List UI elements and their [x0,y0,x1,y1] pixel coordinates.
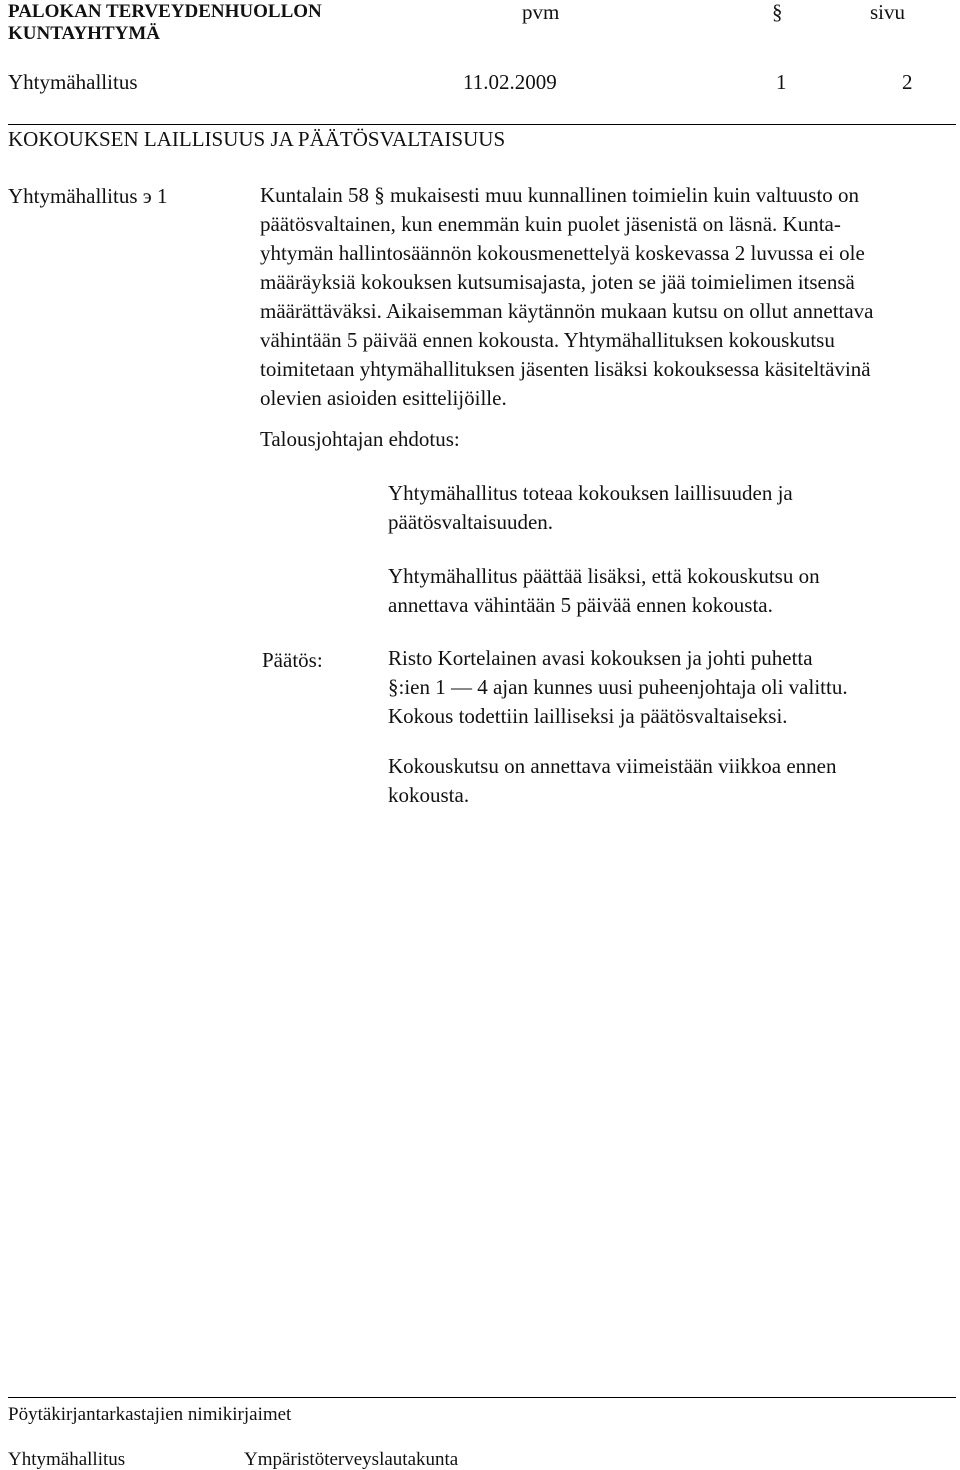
decision-line: kokousta. [388,783,470,807]
section-mark-header: § [772,0,783,24]
item-body-text [260,181,874,413]
footer-body-1: Yhtymähallitus [8,1449,126,1470]
decision-line: §:ien 1 — 4 ajan kunnes uusi puheenjohtaja oli valittu. [388,675,848,699]
proposal-line: Yhtymähallitus päättää lisäksi, että kokouskutsu on [388,564,820,588]
meeting-date: 11.02.2009 [463,70,557,94]
proposal-paragraph-2 [388,562,820,620]
org-name-line2: KUNTAYHTYMÄ [8,23,161,44]
proposal-label: Talousjohtajan ehdotus: [260,427,460,451]
decision-line: Kokouskutsu on annettava viimeistään viikkoa ennen [388,754,837,778]
body-line: olevien asioiden esittelijöille. [260,386,507,410]
proposal-line: päätösvaltaisuuden. [388,510,554,534]
header-rule [8,124,956,125]
proposal-line: annettava vähintään 5 päivää ennen kokousta. [388,593,773,617]
header-body-name: Yhtymähallitus [8,70,138,94]
section-number: 1 [776,70,787,94]
item-title: KOKOUKSEN LAILLISUUS JA PÄÄTÖSVALTAISUUS [8,127,506,151]
pvm-label: pvm [522,0,560,24]
proposal-paragraph-1 [388,479,793,537]
proposal-line: Yhtymähallitus toteaa kokouksen laillisuuden ja [388,481,793,505]
item-reference: Yhtymähallitus э 1 [8,184,168,208]
body-line: päätösvaltainen, kun enemmän kuin puolet jäsenistä on läsnä. Kunta- [260,212,841,236]
decision-paragraph-1 [388,644,848,731]
body-line: määrättäväksi. Aikaisemman käytännön mukaan kutsu on ollut annettava [260,299,874,323]
page-number: 2 [902,70,913,94]
decision-label: Päätös: [262,648,323,672]
body-line: vähintään 5 päivää ennen kokousta. Yhtymähallituksen kokouskutsu [260,328,835,352]
body-line: määräyksiä kokouksen kutsumisajasta, joten se jää toimielimen itsensä [260,270,855,294]
body-line: Kuntalain 58 § mukaisesti muu kunnallinen toimielin kuin valtuusto on [260,183,860,207]
org-name-line1: PALOKAN TERVEYDENHUOLLON [8,1,322,22]
decision-paragraph-2 [388,752,837,810]
body-line: yhtymän hallintosäännön kokousmenettelyä koskevassa 2 luvussa ei ole [260,241,865,265]
decision-line: Risto Kortelainen avasi kokouksen ja johti puhetta [388,646,813,670]
sivu-label: sivu [870,0,906,24]
footer-body-2: Ympäristöterveyslautakunta [244,1449,459,1470]
decision-line: Kokous todettiin lailliseksi ja päätösvaltaiseksi. [388,704,788,728]
footer-rule [8,1397,956,1398]
body-line: toimitetaan yhtymähallituksen jäsenten lisäksi kokouksessa käsiteltävinä [260,357,871,381]
signatures-label: Pöytäkirjantarkastajien nimikirjaimet [8,1404,292,1425]
